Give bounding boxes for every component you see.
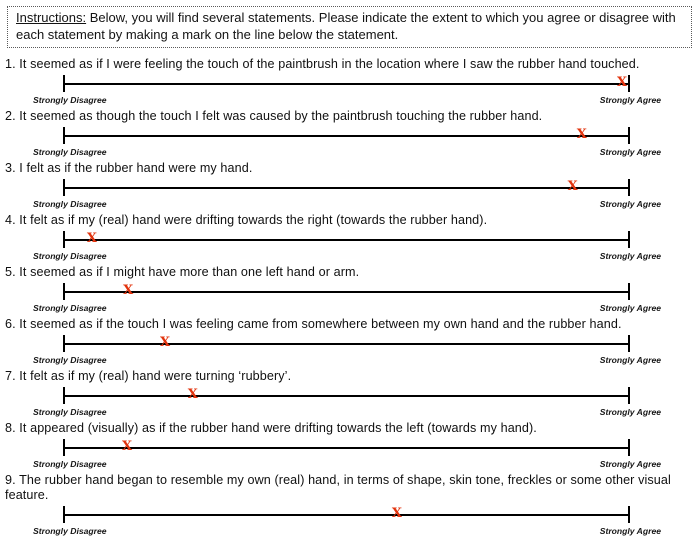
rating-scale[interactable] [33, 127, 661, 159]
rating-scale[interactable] [33, 387, 661, 419]
response-x-mark[interactable]: X [86, 231, 97, 247]
question-statement: 5. It seemed as if I might have more than one left hand or arm. [5, 265, 360, 279]
question-item-3 [0, 161, 700, 211]
scale-label-agree: Strongly Agree [599, 95, 661, 105]
scale-line[interactable] [63, 83, 630, 85]
response-x-mark[interactable]: X [576, 127, 587, 143]
question-statement: 9. The rubber hand began to resemble my own (real) hand, in terms of shape, skin tone, freckles or some other visual feature. [5, 473, 671, 502]
question-item-9 [0, 473, 700, 538]
scale-line[interactable] [63, 514, 630, 516]
scale-label-disagree: Strongly Disagree [33, 459, 107, 469]
scale-label-agree: Strongly Agree [599, 303, 661, 313]
scale-right-tick [628, 283, 630, 300]
scale-line[interactable] [63, 239, 630, 241]
scale-label-disagree: Strongly Disagree [33, 147, 107, 157]
scale-label-agree: Strongly Agree [599, 147, 661, 157]
scale-line[interactable] [63, 135, 630, 137]
scale-line[interactable] [63, 343, 630, 345]
response-x-mark[interactable]: X [160, 335, 171, 351]
instructions-label: Instructions: [16, 10, 87, 25]
scale-label-agree: Strongly Agree [599, 407, 661, 417]
scale-line[interactable] [63, 187, 630, 189]
question-item-8 [0, 421, 700, 471]
question-item-2 [0, 109, 700, 159]
scale-line[interactable] [63, 291, 630, 293]
question-item-4 [0, 213, 700, 263]
question-item-7 [0, 369, 700, 419]
scale-left-tick [63, 231, 65, 248]
scale-label-disagree: Strongly Disagree [33, 95, 107, 105]
question-item-1 [0, 57, 700, 107]
scale-right-tick [628, 335, 630, 352]
rating-scale[interactable] [33, 179, 661, 211]
scale-left-tick [63, 75, 65, 92]
scale-right-tick [628, 439, 630, 456]
question-statement: 2. It seemed as though the touch I felt was caused by the paintbrush touching the rubber hand. [5, 109, 543, 123]
scale-label-disagree: Strongly Disagree [33, 251, 107, 261]
scale-left-tick [63, 387, 65, 404]
scale-label-disagree: Strongly Disagree [33, 199, 107, 209]
scale-line[interactable] [63, 395, 630, 397]
question-statement: 8. It appeared (visually) as if the rubber hand were drifting towards the left (towards my hand). [5, 421, 537, 435]
scale-label-disagree: Strongly Disagree [33, 303, 107, 313]
scale-right-tick [628, 127, 630, 144]
scale-right-tick [628, 179, 630, 196]
scale-label-disagree: Strongly Disagree [33, 407, 107, 417]
instructions-box [7, 6, 692, 48]
response-x-mark[interactable]: X [617, 75, 628, 91]
scale-label-disagree: Strongly Disagree [33, 355, 107, 365]
rating-scale[interactable] [33, 506, 661, 538]
instructions-text: Below, you will find several statements. Please indicate the extent to which you agree or disagree with each statement by making a mark on the line below the statement. [16, 10, 676, 42]
scale-right-tick [628, 231, 630, 248]
scale-label-agree: Strongly Agree [599, 355, 661, 365]
question-statement: 4. It felt as if my (real) hand were drifting towards the right (towards the rubber hand). [5, 213, 488, 227]
scale-left-tick [63, 335, 65, 352]
question-statement: 6. It seemed as if the touch I was feeling came from somewhere between my own hand and the rubber hand. [5, 317, 622, 331]
rating-scale[interactable] [33, 75, 661, 107]
scale-left-tick [63, 283, 65, 300]
question-item-5 [0, 265, 700, 315]
response-x-mark[interactable]: X [567, 179, 578, 195]
scale-label-agree: Strongly Agree [599, 199, 661, 209]
scale-left-tick [63, 439, 65, 456]
scale-left-tick [63, 506, 65, 523]
scale-right-tick [628, 75, 630, 92]
question-statement: 7. It felt as if my (real) hand were turning ‘rubbery’. [5, 369, 292, 383]
scale-left-tick [63, 179, 65, 196]
scale-line[interactable] [63, 447, 630, 449]
response-x-mark[interactable]: X [123, 283, 134, 299]
scale-right-tick [628, 387, 630, 404]
rating-scale[interactable] [33, 335, 661, 367]
rating-scale[interactable] [33, 283, 661, 315]
response-x-mark[interactable]: X [187, 387, 198, 403]
question-statement: 3. I felt as if the rubber hand were my hand. [5, 161, 253, 175]
scale-label-disagree: Strongly Disagree [33, 526, 107, 536]
response-x-mark[interactable]: X [391, 506, 402, 522]
rating-scale[interactable] [33, 439, 661, 471]
scale-label-agree: Strongly Agree [599, 526, 661, 536]
response-x-mark[interactable]: X [122, 439, 133, 455]
scale-label-agree: Strongly Agree [599, 251, 661, 261]
rating-scale[interactable] [33, 231, 661, 263]
scale-left-tick [63, 127, 65, 144]
question-item-6 [0, 317, 700, 367]
question-statement: 1. It seemed as if I were feeling the touch of the paintbrush in the location where I saw the rubber hand touched. [5, 57, 640, 71]
scale-right-tick [628, 506, 630, 523]
scale-label-agree: Strongly Agree [599, 459, 661, 469]
